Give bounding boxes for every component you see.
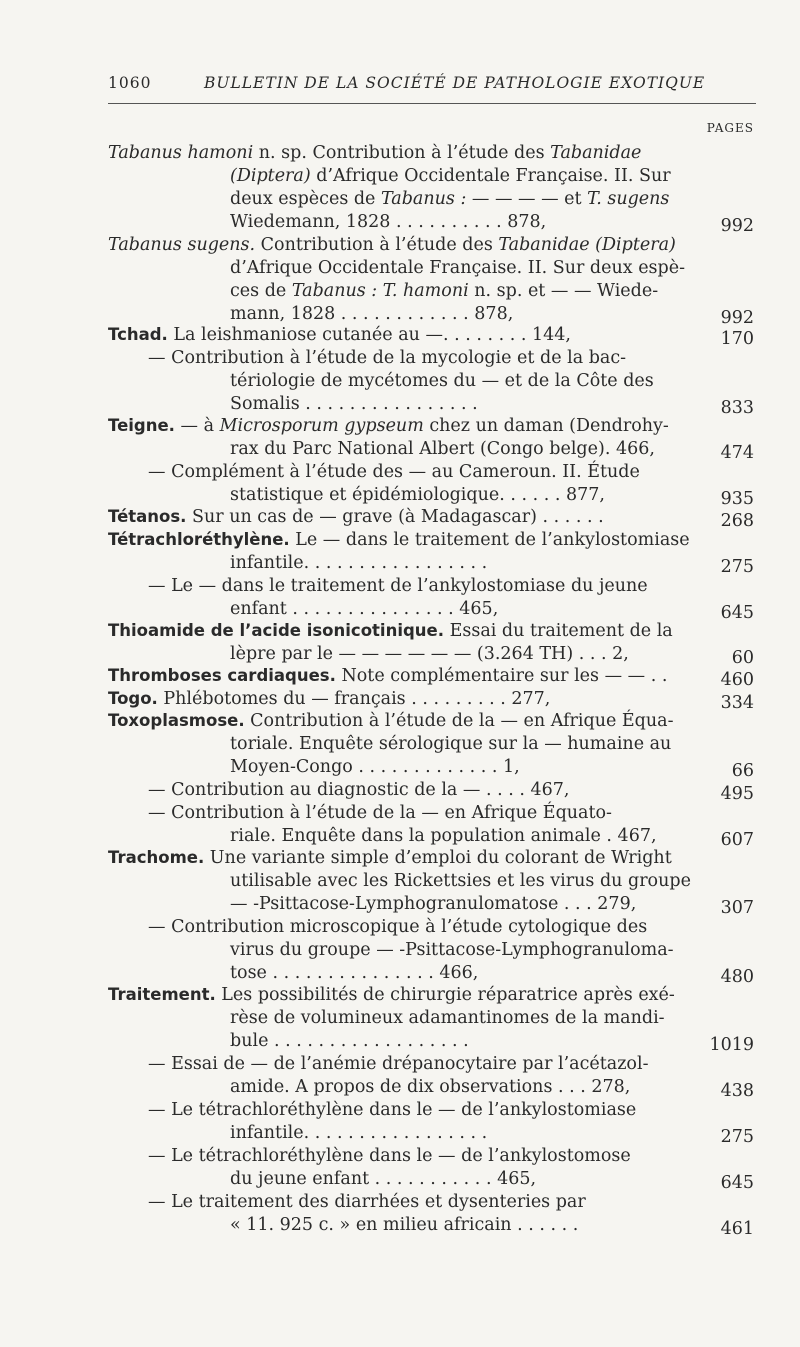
entry-text: rax du Parc National Albert (Congo belge). 466, [230,439,655,459]
page-reference: 495 [720,784,754,804]
entry-text: « 11. 925 c. » en milieu africain . . . . . . [230,1215,579,1235]
entry-text: Tabanidae (Diptera) [498,235,676,255]
entry-line [230,189,669,209]
entry-text: — -Psittacose-Lymphogranulomatose . . . 279, [230,894,637,914]
entry-line [230,1008,665,1028]
entry-line [230,304,513,324]
entry-line [230,371,654,391]
entry-text: — Le tétrachloréthylène dans le — de l’ankylostomose [148,1146,631,1166]
entry-text: infantile. . . . . . . . . . . . . . . . . [230,1123,488,1143]
entry-line [108,416,669,436]
entry-text: infantile. . . . . . . . . . . . . . . . . [230,553,488,573]
entry-keyword: Trachome. [108,848,205,867]
entry-text: amide. A propos de dix observations . . . 278, [230,1077,631,1097]
entry-line [230,258,685,278]
page-reference: 460 [720,670,754,690]
entry-text: Tabanus : T. hamoni [291,281,469,301]
entry-text: — — — — et [466,189,588,209]
page-reference: 275 [720,557,754,577]
entry-line [230,940,674,960]
entry-text: enfant . . . . . . . . . . . . . . . 465, [230,599,499,619]
entry-text: — Le — dans le traitement de l’ankylostomiase du jeune [148,576,648,596]
entry-line [108,507,604,527]
entry-line [230,1169,536,1189]
entry-text: bule . . . . . . . . . . . . . . . . . . [230,1031,469,1051]
entry-line [108,621,673,641]
page-reference: 275 [720,1127,754,1147]
entry-text: Moyen-Congo . . . . . . . . . . . . . 1, [230,757,520,777]
entry-text: — Le traitement des diarrhées et dysenteries par [148,1192,586,1212]
page-reference: 334 [720,693,754,713]
header-rule [108,103,756,104]
entry-line [230,734,671,754]
entry-text: statistique et épidémiologique. . . . . . 877, [230,485,605,505]
entry-text: — Contribution microscopique à l’étude cytologique des [148,917,648,937]
entry-text: Tabanidae [550,143,642,163]
entry-line [230,212,546,232]
entry-text: Wiedemann, 1828 . . . . . . . . . . 878, [230,212,547,232]
page-reference: 935 [720,489,754,509]
entry-line [108,985,675,1005]
entry-text: — Contribution à l’étude de la — en Afrique Équato- [148,803,612,823]
entry-text: Essai du traitement de la [444,621,673,641]
page-reference: 474 [720,443,754,463]
entry-keyword: Toxoplasmose. [108,711,245,730]
entry-line [148,462,640,482]
entry-line [108,666,667,686]
entry-text: deux espèces de [230,189,381,209]
entry-text: d’Afrique Occidentale Française. II. Sur deux espè- [230,258,685,278]
entry-line [230,826,657,846]
page-reference: 307 [720,898,754,918]
page-reference: 645 [720,1173,754,1193]
entry-line [230,871,691,891]
entry-line [230,757,520,777]
entry-keyword: Tétanos. [108,507,187,526]
entry-text: riale. Enquête dans la population animale . 467, [230,826,657,846]
page-reference: 268 [720,511,754,531]
entry-keyword: Traitement. [108,985,216,1004]
entry-line [230,1123,487,1143]
entry-keyword: Teigne. [108,416,175,435]
entry-text: mann, 1828 . . . . . . . . . . . . 878, [230,304,514,324]
entry-keyword: Tchad. [108,325,168,344]
entry-line [230,644,629,664]
entry-text: lèpre par le — — — — — — (3.264 TH) . . . 2, [230,644,629,664]
entry-line [230,553,487,573]
entry-text: — Essai de — de l’anémie drépanocytaire par l’acétazol- [148,1054,649,1074]
entry-text: chez un daman (Dendrohy- [423,416,669,436]
entry-line [230,281,658,301]
entry-text: T. sugens [587,189,670,209]
page-reference: 833 [720,398,754,418]
page-reference: 170 [720,329,754,349]
entry-line [108,325,571,345]
entry-text: — Contribution au diagnostic de la — . . . . 467, [148,780,570,800]
entry-line [230,485,605,505]
entry-text: n. sp. Contribution à l’étude des [253,143,551,163]
entry-text: virus du groupe — -Psittacose-Lymphogranuloma- [230,940,674,960]
entry-text: tose . . . . . . . . . . . . . . . 466, [230,963,479,983]
entry-line [108,689,550,709]
page-reference: 461 [720,1219,754,1239]
entry-text: Tabanus hamoni [108,143,254,163]
entry-text: Contribution à l’étude des [255,235,499,255]
entry-keyword: Tétrachloréthylène. [108,530,290,549]
entry-text: — à [174,416,220,436]
entry-line [148,917,647,937]
entry-line [108,235,676,255]
entry-line [230,166,671,186]
page-reference: 645 [720,603,754,623]
entry-text: ces de [230,281,292,301]
entry-line [230,963,478,983]
entry-keyword: Thioamide de l’acide isonicotinique. [108,621,445,640]
entry-text: Sur un cas de — grave (à Madagascar) . . . . . . [186,507,604,527]
entry-line [148,1100,636,1120]
entry-text: — Contribution à l’étude de la mycologie et de la bac- [148,348,627,368]
entry-text: tériologie de mycétomes du — et de la Côte des [230,371,654,391]
entry-line [108,711,674,731]
entry-text: n. sp. et — — Wiede- [468,281,659,301]
entry-line [108,848,672,868]
entry-line [230,599,498,619]
entry-line [148,1054,648,1074]
page-reference: 480 [720,967,754,987]
pages-column-label: PAGES [706,121,754,135]
entry-text: Note complémentaire sur les — — . . [335,666,668,686]
entry-text: Somalis . . . . . . . . . . . . . . . . [230,394,478,414]
entry-line [148,1146,631,1166]
entry-text: du jeune enfant . . . . . . . . . . . 465, [230,1169,537,1189]
page-reference: 1019 [709,1035,754,1055]
entry-text: toriale. Enquête sérologique sur la — humaine au [230,734,672,754]
entry-line [148,576,648,596]
page-reference: 438 [720,1081,754,1101]
entry-line [230,894,636,914]
page-reference: 607 [720,830,754,850]
entry-keyword: Togo. [108,689,158,708]
page-reference: 60 [731,648,754,668]
entry-line [108,530,690,550]
entry-line [148,1192,586,1212]
entry-text: — Complément à l’étude des — au Cameroun. II. Étude [148,462,640,482]
page-reference: 66 [731,761,754,781]
entry-line [108,143,641,163]
entry-line [148,780,569,800]
entry-text: Tabanus sugens. [108,235,256,255]
entry-line [230,439,655,459]
entry-text: La leishmaniose cutanée au —. . . . . . . . 144, [167,325,571,345]
entry-text: utilisable avec les Rickettsies et les virus du groupe [230,871,691,891]
page-reference: 992 [720,216,754,236]
entry-text: Microsporum gypseum [219,416,424,436]
entry-line [230,394,478,414]
entry-line [230,1215,578,1235]
entry-text: Les possibilités de chirurgie réparatrice après exé- [215,985,675,1005]
entry-text: — Le tétrachloréthylène dans le — de l’ankylostomiase [148,1100,637,1120]
entry-text: d’Afrique Occidentale Française. II. Sur [310,166,671,186]
entry-keyword: Thromboses cardiaques. [108,666,336,685]
entry-text: Phlébotomes du — français . . . . . . . . . 277, [157,689,551,709]
entry-line [230,1031,469,1051]
page-number: 1060 [108,74,152,92]
entry-text: Contribution à l’étude de la — en Afrique Équa- [244,711,674,731]
entry-text: rèse de volumineux adamantinomes de la mandi- [230,1008,665,1028]
journal-title: BULLETIN DE LA SOCIÉTÉ DE PATHOLOGIE EXOTIQUE [204,74,706,92]
page-reference: 992 [720,308,754,328]
entry-text: Le — dans le traitement de l’ankylostomiase [289,530,690,550]
entry-text: Tabanus : [380,189,467,209]
entry-text: (Diptera) [230,166,311,186]
entry-line [148,348,626,368]
entry-line [148,803,612,823]
entry-line [230,1077,630,1097]
entry-text: Une variante simple d’emploi du colorant de Wright [204,848,672,868]
